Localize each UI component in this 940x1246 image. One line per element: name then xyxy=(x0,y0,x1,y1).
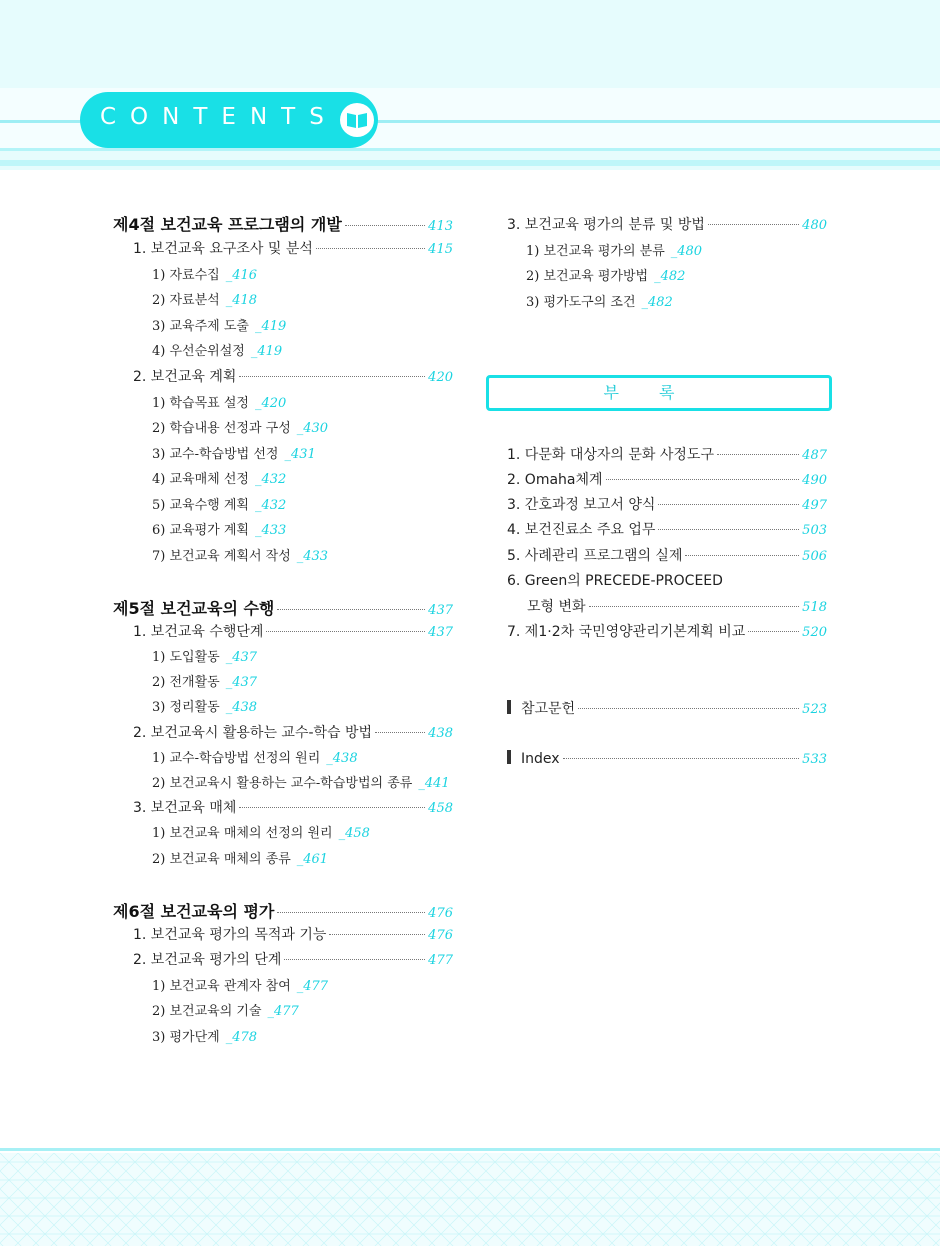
section-bar-marker xyxy=(507,700,511,714)
header-rule-lower xyxy=(0,148,940,151)
page-number: _477 xyxy=(296,979,329,994)
toc-entry[interactable] xyxy=(152,696,257,715)
toc-entry-label: 1) 보건교육 관계자 참여 xyxy=(152,979,291,994)
toc-entry[interactable] xyxy=(113,596,453,619)
page-number: 413 xyxy=(428,219,453,234)
page-number: 437 xyxy=(428,625,453,640)
leader-dots xyxy=(717,454,799,455)
toc-entry-label: 5) 교육수행 계획 xyxy=(152,498,249,513)
leader-dots xyxy=(606,479,800,480)
page-number: 437 xyxy=(428,603,453,618)
toc-entry-label: 2) 보건교육시 활용하는 교수-학습방법의 종류 xyxy=(152,776,413,791)
page-number: _441 xyxy=(418,776,450,791)
page-number: _418 xyxy=(225,293,258,308)
toc-entry[interactable] xyxy=(152,519,286,538)
section-bar-marker xyxy=(507,750,511,764)
toc-entry[interactable] xyxy=(152,975,328,994)
toc-entry[interactable] xyxy=(526,291,673,310)
page-number: _432 xyxy=(254,498,287,513)
toc-entry[interactable] xyxy=(507,749,827,767)
leader-dots xyxy=(277,912,425,913)
page-number: _437 xyxy=(225,650,258,665)
page-number: _416 xyxy=(225,268,258,283)
leader-dots xyxy=(316,248,425,249)
toc-entry-label: 3. 보건교육 매체 xyxy=(133,800,237,816)
page-number: 523 xyxy=(802,702,827,717)
toc-entry-label: 4. 보건진료소 주요 업무 xyxy=(507,522,656,538)
book-icon xyxy=(340,103,374,137)
leader-dots xyxy=(658,504,799,505)
page-number: _458 xyxy=(338,826,370,841)
toc-entry[interactable] xyxy=(152,1026,257,1045)
page-number: _432 xyxy=(254,472,287,487)
toc-entry-label: Index xyxy=(521,751,560,767)
page-number: _480 xyxy=(670,244,703,259)
leader-dots xyxy=(685,555,799,556)
toc-entry[interactable] xyxy=(152,264,257,283)
leader-dots xyxy=(563,758,800,759)
toc-entry[interactable] xyxy=(133,797,453,817)
toc-entry[interactable] xyxy=(133,366,453,386)
toc-entry-label: 1. 보건교육 수행단계 xyxy=(133,624,264,640)
toc-entry[interactable] xyxy=(152,289,257,308)
page-number: _433 xyxy=(254,523,287,538)
leader-dots xyxy=(239,807,425,808)
toc-entry-label: 3) 정리활동 xyxy=(152,700,220,715)
toc-entry-label: 2) 자료분석 xyxy=(152,293,220,308)
toc-entry[interactable] xyxy=(507,570,723,590)
page-title: CONTENTS xyxy=(100,104,338,130)
toc-entry[interactable] xyxy=(507,494,827,514)
toc-entry[interactable] xyxy=(152,494,286,513)
page-number: _438 xyxy=(225,700,258,715)
toc-entry[interactable] xyxy=(507,444,827,464)
leader-dots xyxy=(658,529,799,530)
page-number: 497 xyxy=(802,498,827,513)
page-number: _482 xyxy=(654,269,686,284)
toc-entry[interactable] xyxy=(152,545,328,564)
toc-entry-label: 2) 보건교육 평가방법 xyxy=(526,269,649,284)
toc-entry-label: 1. 다문화 대상자의 문화 사정도구 xyxy=(507,447,714,463)
toc-entry[interactable] xyxy=(526,240,702,259)
toc-entry[interactable] xyxy=(152,747,358,766)
leader-dots xyxy=(748,631,799,632)
toc-entry-label: 1) 보건교육 매체의 선정의 원리 xyxy=(152,826,333,841)
page-number: 438 xyxy=(428,726,453,741)
page-number: 415 xyxy=(428,242,453,257)
page-number: _431 xyxy=(284,447,316,462)
leader-dots xyxy=(375,732,425,733)
appendix-header-box xyxy=(486,375,832,411)
page-number: 520 xyxy=(802,625,827,640)
toc-entry-label: 2) 전개활동 xyxy=(152,675,220,690)
toc-entry[interactable] xyxy=(152,392,286,411)
page-number: 503 xyxy=(802,523,827,538)
toc-entry-label: 모형 변화 xyxy=(527,599,586,615)
toc-entry[interactable] xyxy=(152,468,286,487)
page-number: _430 xyxy=(296,421,329,436)
leader-dots xyxy=(578,708,799,709)
page-number: _461 xyxy=(296,852,329,867)
toc-entry[interactable] xyxy=(152,443,316,462)
page-number: 480 xyxy=(802,218,827,233)
toc-entry[interactable] xyxy=(526,265,685,284)
leader-dots xyxy=(239,376,425,377)
toc-entry-label: 3) 교육주제 도출 xyxy=(152,319,249,334)
toc-entry-label: 2) 보건교육 매체의 종류 xyxy=(152,852,291,867)
page-number: 518 xyxy=(802,600,827,615)
toc-entry[interactable] xyxy=(152,671,257,690)
toc-entry-label: 제6절 보건교육의 평가 xyxy=(113,902,275,921)
toc-entry-label: 3) 평가도구의 조건 xyxy=(526,295,636,310)
page-number: 476 xyxy=(428,928,453,943)
page-number: 476 xyxy=(428,906,453,921)
toc-entry[interactable] xyxy=(133,949,453,969)
toc-entry-label: 7) 보건교육 계획서 작성 xyxy=(152,549,291,564)
toc-entry[interactable] xyxy=(507,214,827,234)
toc-entry[interactable] xyxy=(133,621,453,641)
toc-entry-label: 6. Green의 PRECEDE-PROCEED xyxy=(507,573,723,589)
page-number: _482 xyxy=(641,295,673,310)
toc-entry[interactable] xyxy=(152,315,286,334)
toc-entry[interactable] xyxy=(507,698,827,718)
toc-entry[interactable] xyxy=(507,519,827,539)
toc-entry-label: 2) 보건교육의 기술 xyxy=(152,1004,262,1019)
toc-entry-label: 1) 교수-학습방법 선정의 원리 xyxy=(152,751,321,766)
page-number: _478 xyxy=(225,1030,258,1045)
toc-entry[interactable] xyxy=(152,848,328,867)
page-number: _438 xyxy=(326,751,358,766)
toc-entry-label: 참고문헌 xyxy=(521,701,576,717)
leader-dots xyxy=(277,609,425,610)
toc-entry[interactable] xyxy=(507,469,827,489)
toc-entry[interactable] xyxy=(113,212,453,235)
toc-entry-label: 3) 교수-학습방법 선정 xyxy=(152,447,279,462)
toc-entry-label: 1) 보건교육 평가의 분류 xyxy=(526,244,665,259)
page-number: 458 xyxy=(428,801,453,816)
toc-entry-label: 2. Omaha체계 xyxy=(507,472,603,488)
toc-entry-label: 4) 우선순위설정 xyxy=(152,344,245,359)
page-number: _433 xyxy=(296,549,329,564)
toc-entry-label: 3. 간호과정 보고서 양식 xyxy=(507,497,656,513)
toc-entry-label: 6) 교육평가 계획 xyxy=(152,523,249,538)
page-number: _419 xyxy=(254,319,287,334)
toc-entry-label: 1) 도입활동 xyxy=(152,650,220,665)
leader-dots xyxy=(589,606,800,607)
leader-dots xyxy=(329,934,425,935)
toc-entry[interactable] xyxy=(133,238,453,258)
toc-entry-label: 제4절 보건교육 프로그램의 개발 xyxy=(113,215,342,234)
page-number: 533 xyxy=(802,752,827,767)
toc-entry-label: 1) 학습목표 설정 xyxy=(152,396,249,411)
toc-entry[interactable] xyxy=(152,340,282,359)
page-number: _420 xyxy=(254,396,287,411)
page-number: _437 xyxy=(225,675,258,690)
toc-entry[interactable] xyxy=(152,417,328,436)
page-number: _419 xyxy=(250,344,283,359)
toc-entry[interactable] xyxy=(507,545,827,565)
toc-entry[interactable] xyxy=(133,722,453,742)
page-number: 477 xyxy=(428,953,453,968)
toc-entry[interactable] xyxy=(507,621,827,641)
leader-dots xyxy=(284,959,425,960)
toc-entry-label: 2) 학습내용 선정과 구성 xyxy=(152,421,291,436)
toc-entry-label: 5. 사례관리 프로그램의 실제 xyxy=(507,548,683,564)
toc-entry-label: 1. 보건교육 평가의 목적과 기능 xyxy=(133,927,327,943)
leader-dots xyxy=(266,631,425,632)
appendix-title: 부록 xyxy=(603,383,715,402)
toc-entry[interactable] xyxy=(133,924,453,944)
toc-entry-label: 4) 교육매체 선정 xyxy=(152,472,249,487)
page-number: _477 xyxy=(267,1004,299,1019)
toc-entry-label: 제5절 보건교육의 수행 xyxy=(113,599,275,618)
footer-rule xyxy=(0,1148,940,1151)
toc-entry[interactable] xyxy=(152,822,370,841)
page-number: 490 xyxy=(802,473,827,488)
toc-entry[interactable] xyxy=(152,1000,299,1019)
leader-dots xyxy=(345,225,425,226)
toc-entry[interactable] xyxy=(152,772,450,791)
toc-entry-label: 2. 보건교육시 활용하는 교수-학습 방법 xyxy=(133,725,373,741)
toc-entry-label: 1) 자료수집 xyxy=(152,268,220,283)
toc-entry-label: 2. 보건교육 계획 xyxy=(133,369,237,385)
toc-entry-label: 3) 평가단계 xyxy=(152,1030,220,1045)
page-number: 420 xyxy=(428,370,453,385)
toc-entry-label: 7. 제1·2차 국민영양관리기본계획 비교 xyxy=(507,624,746,640)
footer-grid xyxy=(0,1153,940,1246)
toc-entry-label: 2. 보건교육 평가의 단계 xyxy=(133,952,282,968)
header-rule-bottom xyxy=(0,160,940,166)
toc-entry[interactable] xyxy=(152,646,257,665)
page-number: 506 xyxy=(802,549,827,564)
leader-dots xyxy=(708,224,799,225)
toc-entry-label: 1. 보건교육 요구조사 및 분석 xyxy=(133,241,313,257)
toc-entry-label: 3. 보건교육 평가의 분류 및 방법 xyxy=(507,217,705,233)
toc-entry[interactable] xyxy=(527,596,827,616)
page-number: 487 xyxy=(802,448,827,463)
toc-entry[interactable] xyxy=(113,899,453,922)
